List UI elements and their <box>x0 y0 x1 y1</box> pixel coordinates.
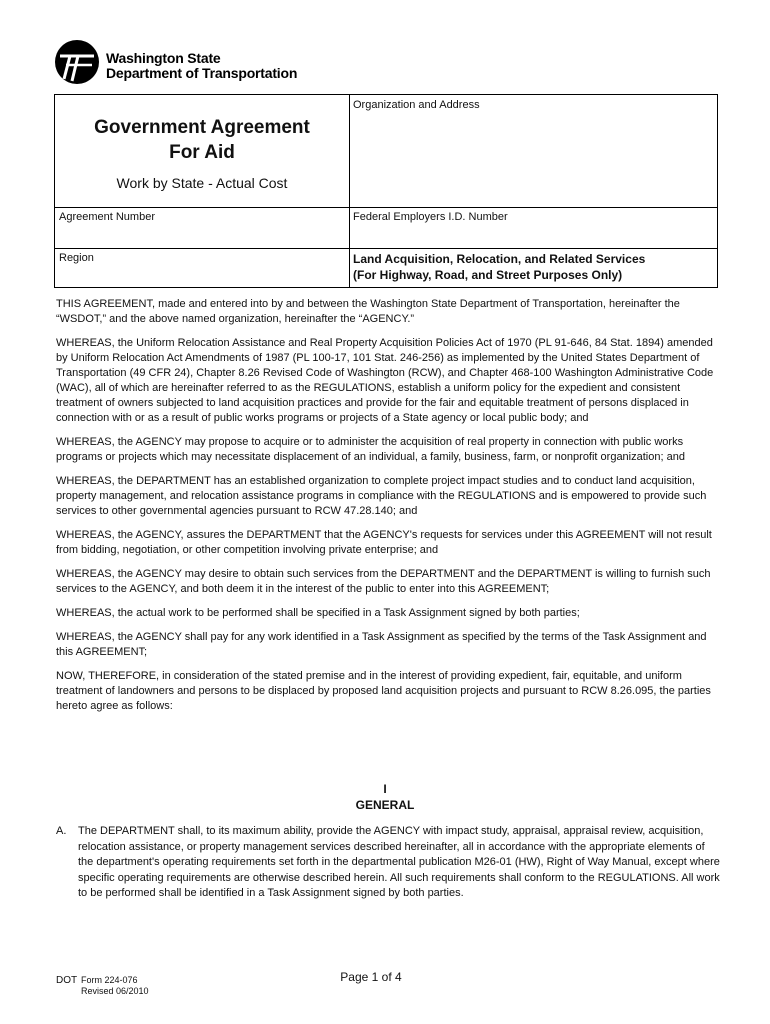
document-subtitle: Work by State - Actual Cost <box>116 175 288 191</box>
organization-address-label: Organization and Address <box>353 99 480 111</box>
section-item-a <box>56 824 720 902</box>
agreement-header-table <box>54 94 718 288</box>
logo-line-1: Washington State <box>106 50 221 66</box>
dot-label: DOT <box>56 975 78 986</box>
page-number: Page 1 of 4 <box>340 970 402 984</box>
agreement-number-label: Agreement Number <box>59 211 155 223</box>
form-number: Form 224-076 <box>81 975 138 985</box>
logo-line-2: Department of Transportation <box>106 65 298 81</box>
table-divider-row-1 <box>55 207 717 208</box>
paragraph-whereas-department: WHEREAS, the DEPARTMENT has an established organization to complete project impact studies and to conduct land acquisition, property management, and relocation assistance programs in compliance with the REGULATIONS and is empowered to provide such services to other governmental agencies pursuant to RCW 47.28.140; and <box>56 475 707 517</box>
table-divider-row-2 <box>55 248 717 249</box>
paragraph-now-therefore: NOW, THEREFORE, in consideration of the stated premise and in the interest of providing expedient, fair, equitable, and uniform treatment of landowners and persons to be displaced by proposed land acquisition projects and pursuant to RCW 8.26.095, the parties hereto agree as follows: <box>56 670 711 712</box>
paragraph-intro: THIS AGREEMENT, made and entered into by and between the Washington State Department of Transportation, hereinafter the “WSDOT,” and the above named organization, hereinafter the “AGENCY.” <box>56 298 680 325</box>
paragraph-whereas-pay: WHEREAS, the AGENCY shall pay for any work identified in a Task Assignment as specified by the terms of the Task Assignment and this AGREEMENT; <box>56 631 707 658</box>
region-label: Region <box>59 252 94 264</box>
services-description: Land Acquisition, Relocation, and Related Services (For Highway, Road, and Street Purposes Only) <box>353 252 646 282</box>
item-a-letter: A. <box>56 825 67 837</box>
paragraph-whereas-regulations: WHEREAS, the Uniform Relocation Assistance and Real Property Acquisition Policies Act of 1970 (PL 91-646, 84 Stat. 1894) amended by Uniform Relocation Act Amendments of 1987 (PL 100-17, 101 Stat. 246-256) as implemented by the United States Department of Transportation (49 CFR 24), Chapter 8.26 Revised Code of Washington (RCW), and Chapter 468-100 Washington Administrative Code (WAC), all of which are hereinafter referred to as the REGULATIONS, establish a uniform policy for the expedient and consistent treatment of owners subjected to land acquisition practices and provide for the fair and equitable treatment of persons displaced in connection with or as a result of public works programs or projects of a State agency or local public body; and <box>56 337 714 424</box>
section-heading: GENERAL <box>355 798 415 812</box>
table-divider-vertical <box>349 95 350 287</box>
federal-employers-id-label: Federal Employers I.D. Number <box>353 211 508 223</box>
item-a-text: The DEPARTMENT shall, to its maximum ability, provide the AGENCY with impact study, appraisal, appraisal review, acquisition, relocation assistance, or property management services described hereinafter, all in accordance with the appropriate elements of the department's operating requirements set forth in the departmental publication M26-01 (HW), Right of Way Manual, except where specific operating requirements are otherwise described herein. All such requirements shall conform to the REGULATIONS. All work to be performed shall be identified in a Task Assignment signed by both parties. <box>78 825 720 899</box>
paragraph-whereas-desire: WHEREAS, the AGENCY may desire to obtain such services from the DEPARTMENT and the DEPARTMENT is willing to furnish such services to the AGENCY, and both deem it in the interest of the public to enter into this AGREEMENT; <box>56 568 711 595</box>
paragraph-whereas-acquire: WHEREAS, the AGENCY may propose to acquire or to administer the acquisition of real property in connection with public works programs or projects which may necessitate displacement of an individual, a family, business, farm, or nonprofit organization; and <box>56 436 685 463</box>
paragraph-whereas-assures: WHEREAS, the AGENCY, assures the DEPARTMENT that the AGENCY's requests for services under this AGREEMENT will not result from bidding, negotiation, or other competition involving private enterprise; and <box>56 529 712 556</box>
wsdot-emblem-icon <box>54 39 100 85</box>
agreement-body <box>56 297 720 723</box>
form-revised-date: Revised 06/2010 <box>81 986 149 996</box>
wsdot-logo <box>54 39 324 85</box>
paragraph-whereas-actual-work: WHEREAS, the actual work to be performed shall be specified in a Task Assignment signed by both parties; <box>56 607 580 619</box>
document-title: Government Agreement For Aid <box>94 117 310 163</box>
section-numeral: I <box>383 782 387 796</box>
